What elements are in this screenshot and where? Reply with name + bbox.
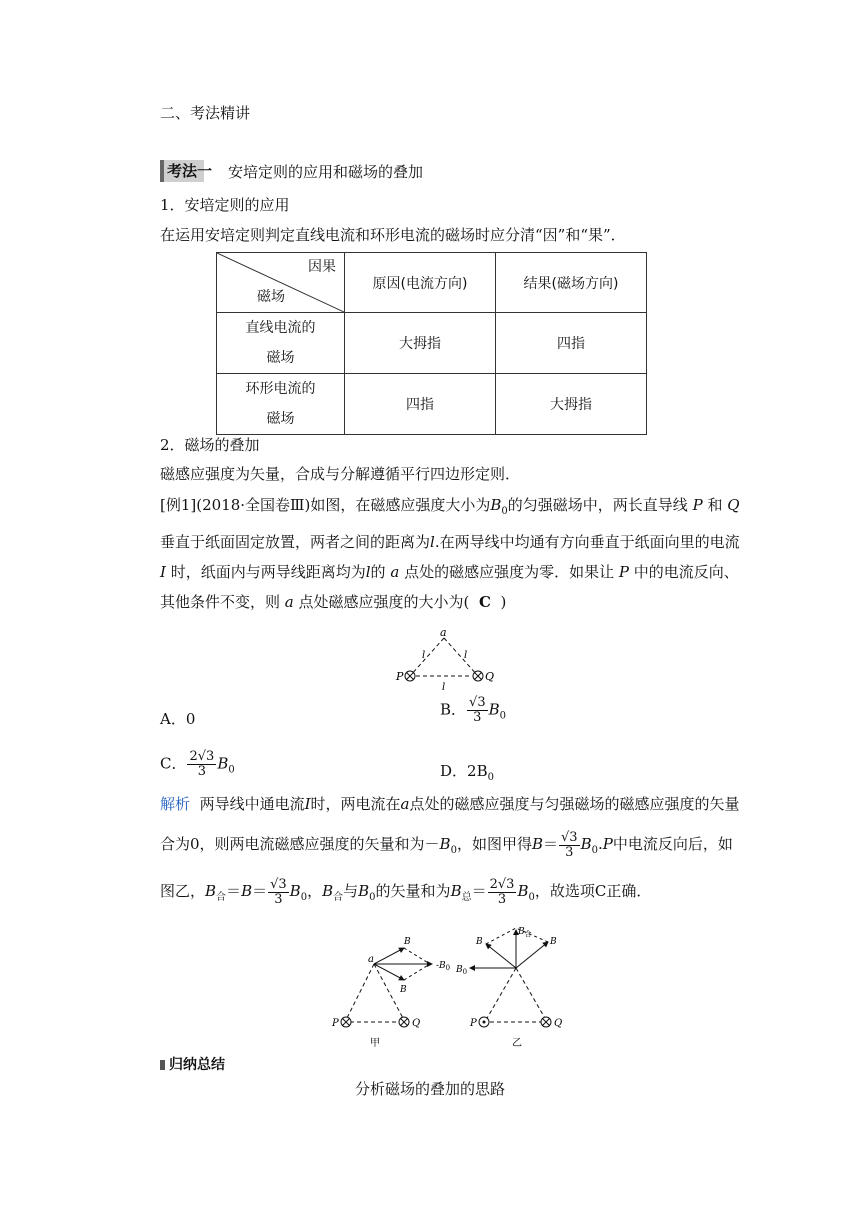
row-label-line: 环形电流的: [245, 381, 316, 397]
subscript: 0: [501, 506, 508, 517]
example-seg: 点处的磁感应强度为零．如果让: [404, 563, 615, 581]
table-row-label: [217, 313, 345, 374]
fraction-denominator: 3: [274, 891, 283, 907]
solution-seg: ，: [307, 882, 323, 900]
symbol-l: l: [430, 533, 435, 551]
solution-text: [160, 784, 740, 918]
row-label-line: 磁场: [266, 350, 295, 366]
solution-seg: 点处的磁感应强度与匀强磁场的磁感应强度的矢量合为0，则两电流磁感应强度的矢量和为－: [160, 795, 740, 853]
label-p: P: [332, 1018, 339, 1029]
solution-seg: ＝: [252, 882, 268, 900]
wire-p-icon: [405, 671, 415, 681]
diagram-yi: [455, 927, 562, 1049]
symbol-P: P: [692, 496, 703, 514]
subsection-title: 分析磁场的叠加的思路: [354, 1080, 505, 1098]
label-l-bottom: l: [442, 682, 446, 693]
option-label: B．: [440, 700, 467, 719]
fraction-denominator: 3: [565, 844, 574, 860]
part2-heading: 2．磁场的叠加: [160, 436, 260, 454]
example-tag: [例1]: [160, 496, 197, 514]
solution-seg: ＝: [226, 882, 242, 900]
summary-mark-icon: [160, 1060, 165, 1070]
vector-b-up: [374, 948, 404, 964]
example-seg: 垂直于纸面固定放置，两者之间的距离为: [160, 533, 431, 551]
label-q: Q: [554, 1018, 563, 1029]
label-p: P: [396, 670, 404, 683]
label-b0-letter: B: [456, 965, 463, 975]
option-value: 0: [185, 710, 196, 728]
solution-seg: 两导线中通电流: [199, 795, 305, 813]
solution-seg: .: [597, 835, 603, 853]
caption-jia: 甲: [370, 1038, 380, 1049]
label-l-left: l: [422, 650, 426, 661]
fraction-denominator: 3: [497, 891, 507, 907]
label-b0-sub: 0: [445, 964, 451, 972]
figure-triangle: [390, 630, 510, 694]
method-title: 安培定则的应用和磁场的叠加: [228, 163, 424, 181]
symbol-l: l: [365, 563, 371, 581]
subscript: 0: [499, 710, 506, 722]
symbol-B: B: [439, 835, 451, 853]
symbol-B: B: [531, 835, 543, 853]
label-b0-sub: 0: [462, 968, 468, 976]
example-seg: 如图，在磁感应强度大小为: [310, 496, 491, 514]
symbol-a: a: [284, 593, 294, 611]
subscript: 0: [300, 892, 308, 903]
table-cell-effect: 大拇指: [496, 374, 647, 435]
fraction: [559, 831, 580, 860]
example-close: ): [500, 593, 507, 611]
label-q: Q: [485, 670, 495, 683]
fraction-denominator: 3: [473, 710, 482, 725]
subscript: 合: [333, 892, 344, 903]
option-a: [160, 708, 195, 729]
symbol-a: a: [390, 563, 400, 581]
subscript: 0: [487, 772, 494, 783]
side-left: [410, 638, 444, 676]
table-cell-cause: 四指: [345, 374, 496, 435]
fraction: [268, 878, 289, 907]
example-seg: 中的电流反向、其他条件不变，则: [160, 563, 739, 611]
symbol-B: B: [358, 882, 370, 900]
symbol-B: B: [488, 700, 500, 719]
fraction-numerator: 2√3: [489, 876, 515, 892]
example-answer: C: [478, 593, 491, 611]
label-b0-letter: B: [439, 961, 446, 971]
vector-b-right: [516, 942, 548, 968]
example-seg: 的匀强磁场中，两长直导线: [507, 496, 688, 514]
symbol-I: I: [160, 563, 166, 581]
corner-bottom-label: 磁场: [257, 289, 285, 305]
solution-seg: 的矢量和为: [375, 882, 451, 900]
table-cell-cause: 大拇指: [345, 313, 496, 374]
symbol-P: P: [602, 835, 613, 853]
corner-top-label: 因果: [308, 259, 336, 275]
example-seg: .在两导线中均通有方向垂直于纸面向里的电流: [434, 533, 740, 551]
symbol-B: B: [517, 882, 529, 900]
solution-seg: 时，两电流在: [310, 795, 401, 813]
option-c: [160, 750, 235, 779]
label-b-he: [517, 927, 532, 938]
table-header-cause: 原因(电流方向): [345, 253, 496, 313]
label-a: a: [368, 954, 374, 965]
table-cell-effect: 四指: [496, 313, 647, 374]
example-seg: 点处磁感应强度的大小为(: [298, 593, 470, 611]
solution-seg: 中电流反向后，如图乙，: [160, 835, 733, 900]
subscript: 0: [528, 892, 535, 903]
table-corner-cell: [217, 253, 345, 313]
symbol-P: P: [618, 563, 629, 581]
side-right: [444, 638, 478, 676]
symbol-B: B: [450, 882, 462, 900]
caption-yi: 乙: [512, 1038, 522, 1049]
solution-seg: ＝: [543, 835, 559, 853]
subscript: 合: [216, 892, 227, 903]
option-b: [440, 696, 506, 725]
wire-q-icon: [473, 671, 483, 681]
method-tag: 考法一: [160, 160, 204, 182]
label-b: B: [476, 937, 483, 947]
solution-seg: 与: [343, 882, 359, 900]
subscript: 0: [591, 845, 598, 856]
label-b-he-letter: B: [518, 927, 525, 937]
section-title: 二、考法精讲: [160, 104, 251, 122]
symbol-I: I: [304, 795, 311, 813]
solution-tag: 解析: [160, 795, 191, 813]
label-b: B: [404, 937, 411, 947]
part2-intro: 磁感应强度为矢量，合成与分解遵循平行四边形定则．: [160, 465, 521, 483]
label-b: B: [400, 985, 407, 995]
symbol-B: B: [241, 882, 253, 900]
option-label: C．: [160, 754, 187, 773]
fraction-numerator: √3: [561, 829, 578, 845]
label-a: a: [440, 630, 447, 639]
fraction-denominator: 3: [197, 764, 207, 779]
symbol-B: B: [580, 835, 592, 853]
table-row-label: [217, 374, 345, 435]
fraction: [488, 878, 517, 907]
example-source: (2018·全国卷Ⅲ): [196, 496, 311, 514]
fraction-numerator: √3: [270, 876, 287, 892]
ampere-rule-table: [216, 252, 647, 435]
label-b-he-sub: 合: [524, 930, 532, 938]
label-b0: $-B_0$: [436, 961, 451, 972]
subscript: 0: [228, 764, 235, 776]
figure-vectors: [320, 922, 580, 1050]
symbol-B: B: [289, 882, 301, 900]
summary-heading: [160, 1054, 225, 1074]
diagram-jia: [331, 937, 450, 1049]
solution-seg: ，故选项C正确．: [534, 882, 652, 900]
vector-b-left: [486, 944, 516, 968]
solution-seg: ，如图甲得: [456, 835, 532, 853]
subscript: 总: [461, 892, 472, 903]
label-b0: [455, 965, 467, 976]
part1-heading: 1．安培定则的应用: [160, 196, 290, 214]
option-value: 2B: [467, 762, 488, 780]
part1-intro: 在运用安培定则判定直线电流和环形电流的磁场时应分清“因”和“果”．: [160, 226, 626, 244]
fraction-numerator: √3: [469, 695, 486, 710]
symbol-B: B: [322, 882, 334, 900]
example-seg: 和: [707, 496, 723, 514]
table-header-effect: 结果(磁场方向): [496, 253, 647, 313]
fraction: [467, 696, 488, 725]
symbol-B: B: [217, 754, 229, 773]
label-l-right: l: [464, 650, 468, 661]
symbol-B: B: [490, 496, 502, 514]
option-label: A．: [160, 710, 186, 728]
subscript: 0: [450, 845, 457, 856]
example-seg: 时，纸面内与两导线距离均为: [170, 563, 366, 581]
row-label-line: 直线电流的: [245, 320, 316, 336]
fraction: [187, 750, 216, 779]
row-label-line: 磁场: [266, 411, 295, 427]
label-p: P: [470, 1018, 477, 1029]
label-b: B: [550, 937, 557, 947]
option-label: D．: [440, 762, 468, 780]
symbol-B: B: [205, 882, 217, 900]
summary-label: 归纳总结: [169, 1057, 225, 1073]
symbol-Q: Q: [727, 496, 740, 514]
subscript: 0: [369, 892, 376, 903]
label-q: Q: [412, 1018, 421, 1029]
example-seg: 的: [370, 563, 386, 581]
fraction-numerator: 2√3: [189, 749, 215, 764]
option-d: [440, 760, 494, 783]
solution-seg: ＝: [471, 882, 487, 900]
example-text: [160, 490, 740, 617]
symbol-a: a: [400, 795, 410, 813]
